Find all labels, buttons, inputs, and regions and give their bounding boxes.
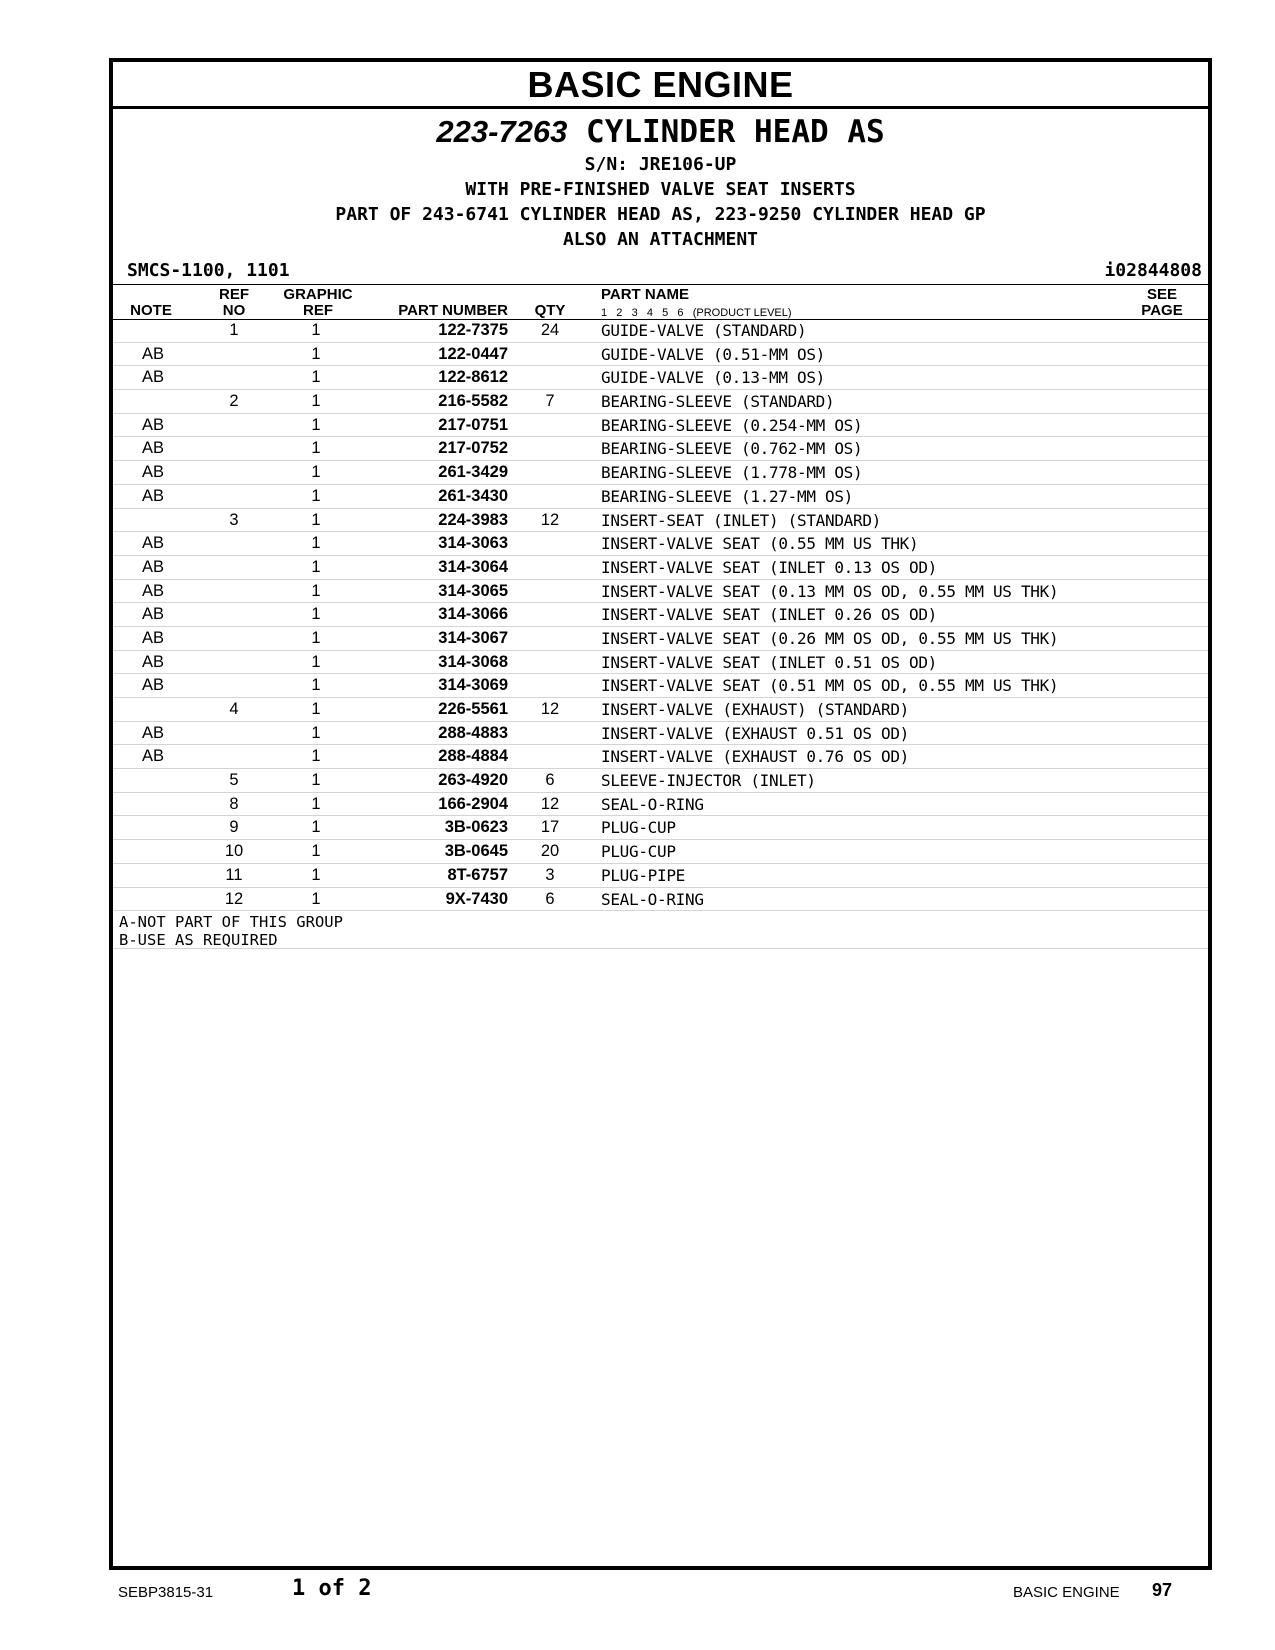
serial-number: S/N: JRE106-UP xyxy=(584,154,737,175)
note-cell: AB xyxy=(141,415,164,434)
ref-no-cell: 3 xyxy=(229,510,239,529)
part-name-cell: INSERT-VALVE SEAT (0.26 MM OS OD, 0.55 MM US THK) xyxy=(601,628,1059,648)
table-row xyxy=(113,793,1208,817)
table-row xyxy=(113,437,1208,461)
graphic-ref-cell: 1 xyxy=(311,842,321,861)
part-name-cell: BEARING-SLEEVE (0.254-MM OS) xyxy=(601,415,863,435)
part-number-cell: 226-5561 xyxy=(438,700,508,718)
graphic-ref-cell: 1 xyxy=(311,581,321,600)
graphic-ref-cell: 1 xyxy=(311,628,321,647)
illustration-id: i02844808 xyxy=(1104,260,1202,281)
title-line-5: ALSO AN ATTACHMENT xyxy=(562,229,759,250)
table-row xyxy=(113,414,1208,438)
ref-no-cell: 9 xyxy=(229,818,239,837)
note-cell: AB xyxy=(141,368,164,387)
ref-no-cell: 12 xyxy=(224,889,244,908)
note-cell: AB xyxy=(141,534,164,553)
graphic-ref-cell: 1 xyxy=(311,652,321,671)
part-name-cell: INSERT-VALVE SEAT (INLET 0.51 OS OD) xyxy=(601,652,937,672)
note-cell: AB xyxy=(141,344,164,363)
title-line-3: WITH PRE-FINISHED VALVE SEAT INSERTS xyxy=(465,179,856,200)
page-frame xyxy=(109,58,1212,1570)
part-number-cell: 314-3066 xyxy=(438,605,508,624)
assembly-name: CYLINDER HEAD AS xyxy=(586,114,885,150)
part-name-cell: INSERT-VALVE SEAT (0.13 MM OS OD, 0.55 MM US THK) xyxy=(601,581,1059,601)
table-row xyxy=(113,366,1208,390)
qty-cell: 6 xyxy=(545,889,555,908)
graphic-ref-cell: 1 xyxy=(311,865,321,884)
part-number-cell: 8T-6757 xyxy=(447,865,508,884)
table-row xyxy=(113,556,1208,580)
note-line: A-NOT PART OF THIS GROUP xyxy=(119,913,343,932)
title-line-4: PART OF 243-6741 CYLINDER HEAD AS, 223-9250 CYLINDER HEAD GP xyxy=(335,204,986,225)
ref-no-cell: 2 xyxy=(229,392,239,411)
qty-cell: 7 xyxy=(545,392,555,411)
note-cell: AB xyxy=(141,486,164,505)
part-number-cell: 224-3983 xyxy=(438,510,508,529)
note-cell: AB xyxy=(141,463,164,482)
part-number-cell: 314-3068 xyxy=(438,652,508,671)
document-number: SEBP3815-31 xyxy=(118,1584,214,1601)
graphic-ref-cell: 1 xyxy=(311,723,321,742)
qty-cell: 12 xyxy=(540,794,560,813)
graphic-ref-cell: 1 xyxy=(311,889,321,908)
part-number-cell: 122-8612 xyxy=(438,368,508,387)
part-name-cell: INSERT-VALVE (EXHAUST 0.76 OS OD) xyxy=(601,747,909,767)
part-number-cell: 314-3063 xyxy=(438,534,508,553)
part-number-cell: 288-4884 xyxy=(438,747,508,766)
part-name-cell: SEAL-O-RING xyxy=(601,794,704,814)
graphic-ref-cell: 1 xyxy=(311,557,321,576)
header-graphic-ref: GRAPHIC REF xyxy=(283,286,353,319)
ref-no-cell: 5 xyxy=(229,771,239,790)
page-number: 97 xyxy=(1152,1580,1173,1600)
part-number-cell: 263-4920 xyxy=(438,771,508,790)
part-name-cell: SLEEVE-INJECTOR (INLET) xyxy=(601,771,816,791)
notes-block xyxy=(113,911,1208,949)
part-name-cell: INSERT-VALVE SEAT (0.51 MM OS OD, 0.55 MM US THK) xyxy=(601,676,1059,696)
graphic-ref-cell: 1 xyxy=(311,700,321,718)
qty-cell: 20 xyxy=(540,842,560,861)
table-row xyxy=(113,509,1208,533)
part-name-cell: BEARING-SLEEVE (0.762-MM OS) xyxy=(601,439,863,459)
table-row xyxy=(113,485,1208,509)
qty-cell: 6 xyxy=(545,771,555,790)
graphic-ref-cell: 1 xyxy=(311,344,321,363)
part-name-cell: INSERT-VALVE (EXHAUST) (STANDARD) xyxy=(601,700,909,719)
table-row xyxy=(113,319,1208,343)
header-see-page: SEE PAGE xyxy=(1141,286,1183,319)
part-name-cell: PLUG-CUP xyxy=(601,818,676,838)
table-row xyxy=(113,651,1208,675)
part-number-cell: 314-3069 xyxy=(438,676,508,695)
footer-section: BASIC ENGINE xyxy=(1013,1584,1120,1601)
ref-no-cell: 1 xyxy=(229,321,239,339)
qty-cell: 17 xyxy=(540,818,560,837)
part-number-cell: 288-4883 xyxy=(438,723,508,742)
assembly-part-number: 223-7263 xyxy=(436,114,568,149)
table-row xyxy=(113,390,1208,414)
ref-no-cell: 4 xyxy=(229,700,239,718)
table-row xyxy=(113,722,1208,746)
graphic-ref-cell: 1 xyxy=(311,818,321,837)
table-row xyxy=(113,674,1208,698)
part-name-cell: INSERT-VALVE SEAT (INLET 0.26 OS OD) xyxy=(601,605,937,625)
note-cell: AB xyxy=(141,676,164,695)
table-row xyxy=(113,698,1208,722)
graphic-ref-cell: 1 xyxy=(311,534,321,553)
part-number-cell: 216-5582 xyxy=(438,392,508,411)
table-row xyxy=(113,816,1208,840)
part-number-cell: 314-3064 xyxy=(438,557,508,576)
graphic-ref-cell: 1 xyxy=(311,794,321,813)
graphic-ref-cell: 1 xyxy=(311,392,321,411)
note-cell: AB xyxy=(141,557,164,576)
graphic-ref-cell: 1 xyxy=(311,368,321,387)
note-cell: AB xyxy=(141,723,164,742)
part-name-cell: INSERT-SEAT (INLET) (STANDARD) xyxy=(601,510,881,530)
assembly-title xyxy=(113,114,1208,150)
part-number-cell: 217-0752 xyxy=(438,439,508,458)
part-number-cell: 122-0447 xyxy=(438,344,508,363)
note-cell: AB xyxy=(141,581,164,600)
table-row xyxy=(113,864,1208,888)
part-name-cell: BEARING-SLEEVE (1.778-MM OS) xyxy=(601,463,863,483)
ref-no-cell: 8 xyxy=(229,794,239,813)
graphic-ref-cell: 1 xyxy=(311,676,321,695)
part-name-cell: SEAL-O-RING xyxy=(601,889,704,909)
part-number-cell: 261-3429 xyxy=(438,463,508,482)
ref-no-cell: 11 xyxy=(225,865,243,884)
part-name-cell: INSERT-VALVE SEAT (0.55 MM US THK) xyxy=(601,534,919,554)
part-number-cell: 217-0751 xyxy=(438,415,508,434)
qty-cell: 12 xyxy=(540,510,560,529)
table-row xyxy=(113,627,1208,651)
part-number-cell: 3B-0623 xyxy=(444,818,508,837)
qty-cell: 12 xyxy=(540,700,560,718)
table-row xyxy=(113,888,1208,912)
part-name-cell: GUIDE-VALVE (STANDARD) xyxy=(601,321,807,340)
part-name-cell: BEARING-SLEEVE (STANDARD) xyxy=(601,392,835,412)
part-number-cell: 3B-0645 xyxy=(444,842,508,861)
graphic-ref-cell: 1 xyxy=(311,463,321,482)
ref-no-cell: 10 xyxy=(224,842,244,861)
part-name-cell: PLUG-PIPE xyxy=(601,865,685,885)
graphic-ref-cell: 1 xyxy=(311,439,321,458)
qty-cell: 24 xyxy=(540,321,560,339)
part-name-cell: INSERT-VALVE SEAT (INLET 0.13 OS OD) xyxy=(601,557,937,577)
part-number-cell: 261-3430 xyxy=(438,486,508,505)
part-number-cell: 9X-7430 xyxy=(445,889,508,908)
note-cell: AB xyxy=(141,439,164,458)
header-qty: QTY xyxy=(534,302,566,319)
graphic-ref-cell: 1 xyxy=(311,771,321,790)
note-cell: AB xyxy=(141,652,164,671)
note-cell: AB xyxy=(141,747,164,766)
header-product-levels: 1 2 3 4 5 6 (PRODUCT LEVEL) xyxy=(601,307,792,319)
part-name-cell: PLUG-CUP xyxy=(601,842,676,862)
table-row xyxy=(113,769,1208,793)
table-row xyxy=(113,461,1208,485)
part-name-cell: INSERT-VALVE (EXHAUST 0.51 OS OD) xyxy=(601,723,909,743)
smcs-code: SMCS-1100, 1101 xyxy=(127,260,290,281)
graphic-ref-cell: 1 xyxy=(311,415,321,434)
section-title: BASIC ENGINE xyxy=(113,62,1208,109)
part-number-cell: 314-3065 xyxy=(438,581,508,600)
note-cell: AB xyxy=(141,605,164,624)
table-row xyxy=(113,840,1208,864)
table-row xyxy=(113,532,1208,556)
part-name-cell: GUIDE-VALVE (0.51-MM OS) xyxy=(601,344,825,364)
header-note: NOTE xyxy=(130,302,172,319)
table-row xyxy=(113,343,1208,367)
table-row xyxy=(113,580,1208,604)
graphic-ref-cell: 1 xyxy=(311,486,321,505)
graphic-ref-cell: 1 xyxy=(311,510,321,529)
graphic-ref-cell: 1 xyxy=(311,321,321,339)
note-line: B-USE AS REQUIRED xyxy=(119,931,278,950)
graphic-ref-cell: 1 xyxy=(311,747,321,766)
part-name-cell: BEARING-SLEEVE (1.27-MM OS) xyxy=(601,486,853,506)
part-number-cell: 166-2904 xyxy=(438,794,508,813)
graphic-ref-cell: 1 xyxy=(311,605,321,624)
header-part-number: PART NUMBER xyxy=(398,302,508,319)
table-header xyxy=(113,284,1208,320)
table-row xyxy=(113,745,1208,769)
part-number-cell: 314-3067 xyxy=(438,628,508,647)
part-number-cell: 122-7375 xyxy=(438,321,508,339)
page-of: 1 of 2 xyxy=(292,1576,372,1601)
part-name-cell: GUIDE-VALVE (0.13-MM OS) xyxy=(601,368,825,388)
note-cell: AB xyxy=(141,628,164,647)
header-ref-no: REF NO xyxy=(219,286,249,319)
header-part-name: PART NAME xyxy=(601,286,690,303)
parts-table-body xyxy=(113,319,1208,949)
table-row xyxy=(113,603,1208,627)
qty-cell: 3 xyxy=(545,865,555,884)
